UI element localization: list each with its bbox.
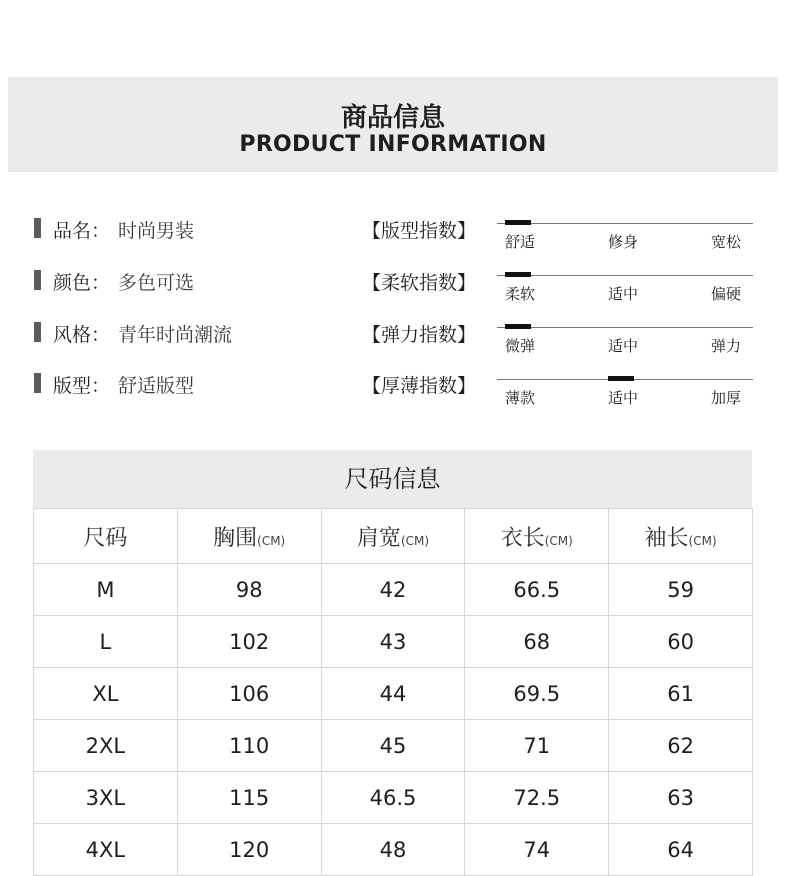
index-scale-softness: [497, 268, 753, 308]
info-value: 舒适版型: [118, 375, 195, 397]
index-label-softness: 【柔软指数】: [362, 272, 477, 294]
index-scale-thickness: [497, 372, 753, 412]
scale-marker: [505, 324, 531, 329]
table-cell: 63: [609, 772, 753, 824]
scale-line: [497, 275, 753, 276]
header-cell: 胸围(CM): [177, 509, 321, 564]
table-cell: 46.5: [321, 772, 465, 824]
bullet-bar: [34, 373, 41, 393]
index-scale-fit: [497, 216, 753, 256]
scale-tick: 弹力: [711, 337, 742, 355]
table-cell: 74: [465, 824, 609, 876]
index-label-elasticity: 【弹力指数】: [362, 324, 477, 346]
scale-tick: 微弹: [505, 337, 536, 355]
scale-tick: 舒适: [505, 233, 536, 251]
info-key: 品名：: [53, 220, 111, 242]
scale-tick: 适中: [608, 389, 639, 407]
scale-tick: 修身: [608, 233, 639, 251]
table-cell: 68: [465, 616, 609, 668]
scale-marker: [505, 272, 531, 277]
page-subtitle: PRODUCT INFORMATION: [239, 132, 547, 157]
table-cell: 62: [609, 720, 753, 772]
table-row: [34, 772, 753, 824]
table-cell: 69.5: [465, 668, 609, 720]
bullet-bar: [34, 270, 41, 290]
table-cell: 64: [609, 824, 753, 876]
index-label-thickness: 【厚薄指数】: [362, 375, 477, 397]
table-cell: 72.5: [465, 772, 609, 824]
index-label-fit: 【版型指数】: [362, 220, 477, 242]
table-cell: 71: [465, 720, 609, 772]
table-cell: 48: [321, 824, 465, 876]
info-key: 风格：: [53, 324, 111, 346]
header-cell: 袖长(CM): [609, 509, 753, 564]
table-cell: 61: [609, 668, 753, 720]
table-row: [34, 824, 753, 876]
scale-marker: [608, 376, 634, 381]
info-value: 多色可选: [118, 272, 195, 294]
table-cell: 60: [609, 616, 753, 668]
scale-tick: 偏硬: [711, 285, 742, 303]
scale-tick: 柔软: [505, 285, 536, 303]
scale-tick: 加厚: [711, 389, 742, 407]
table-cell: 98: [177, 564, 321, 616]
scale-tick: 薄款: [505, 389, 536, 407]
table-cell: 110: [177, 720, 321, 772]
info-key: 版型：: [53, 375, 111, 397]
table-cell: 42: [321, 564, 465, 616]
scale-tick: 适中: [608, 285, 639, 303]
table-cell: 115: [177, 772, 321, 824]
header-cell: 肩宽(CM): [321, 509, 465, 564]
scale-tick: 适中: [608, 337, 639, 355]
table-cell: 120: [177, 824, 321, 876]
index-scale-elasticity: [497, 320, 753, 360]
table-cell: M: [34, 564, 178, 616]
table-cell: 106: [177, 668, 321, 720]
table-cell: 3XL: [34, 772, 178, 824]
table-cell: 2XL: [34, 720, 178, 772]
table-cell: 44: [321, 668, 465, 720]
table-cell: L: [34, 616, 178, 668]
size-table: [33, 508, 753, 876]
scale-tick: 宽松: [711, 233, 742, 251]
scale-line: [497, 327, 753, 328]
header-cell: 尺码: [34, 509, 178, 564]
header-cell: 衣长(CM): [465, 509, 609, 564]
table-cell: 66.5: [465, 564, 609, 616]
page-title: 商品信息: [340, 103, 445, 133]
table-cell: XL: [34, 668, 178, 720]
info-value: 时尚男装: [118, 220, 195, 242]
bullet-bar: [34, 218, 41, 238]
table-header-row: [34, 509, 753, 564]
bullet-bar: [34, 322, 41, 342]
size-table-title: 尺码信息: [33, 450, 752, 508]
table-cell: 45: [321, 720, 465, 772]
table-cell: 102: [177, 616, 321, 668]
table-row: [34, 616, 753, 668]
scale-marker: [505, 220, 531, 225]
table-row: [34, 564, 753, 616]
scale-line: [497, 223, 753, 224]
table-row: [34, 668, 753, 720]
table-cell: 4XL: [34, 824, 178, 876]
info-key: 颜色：: [53, 272, 111, 294]
table-cell: 43: [321, 616, 465, 668]
product-info-header: [8, 77, 778, 172]
table-cell: 59: [609, 564, 753, 616]
table-row: [34, 720, 753, 772]
info-value: 青年时尚潮流: [118, 324, 233, 346]
